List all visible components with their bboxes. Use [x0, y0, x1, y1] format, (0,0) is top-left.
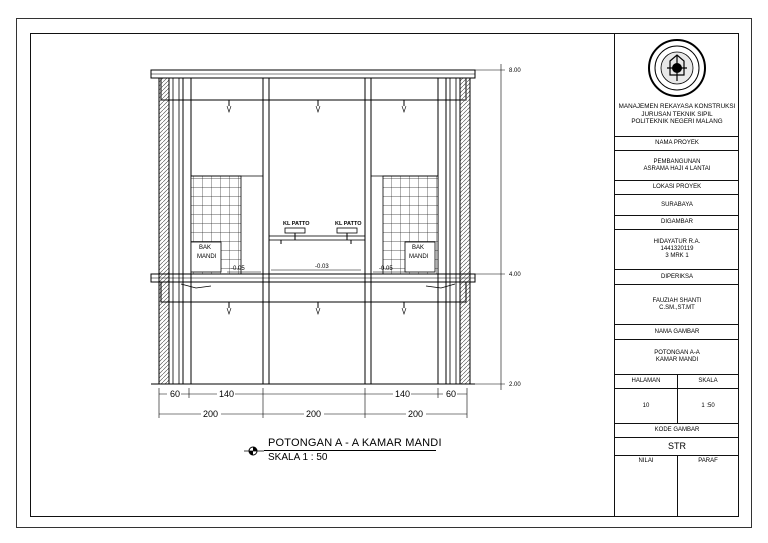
bak-label: MANDI — [409, 254, 429, 260]
nama-proyek-label: NAMA PROYEK — [655, 140, 699, 146]
bak-label: MANDI — [197, 254, 217, 260]
institution-block — [615, 103, 739, 126]
digambar-line: 3 MRK 1 — [665, 253, 689, 259]
halaman-label: HALAMAN — [631, 378, 661, 384]
elevation-label: -0.05 — [231, 266, 245, 272]
digambar-label-row — [615, 215, 739, 229]
polinema-logo-icon — [615, 33, 739, 103]
lokasi-value: SURABAYA — [661, 201, 693, 208]
institution-line: JURUSAN TEKNIK SIPIL — [641, 110, 713, 118]
bak-mandi-left — [191, 242, 221, 272]
dimension-label: 200 — [408, 409, 424, 419]
kode-value: STR — [668, 441, 686, 451]
nama-gambar-label: NAMA GAMBAR — [654, 328, 700, 335]
diperiksa-label: DIPERIKSA — [660, 273, 693, 280]
bak-label: BAK — [412, 245, 425, 251]
dimension-label: 140 — [395, 389, 411, 399]
level-label: 8.00 — [509, 68, 521, 74]
split-line — [677, 455, 678, 517]
caption-underline — [264, 450, 436, 451]
dimension-label: 60 — [170, 389, 181, 399]
diperiksa-row — [615, 284, 739, 324]
elevation-label: -0.05 — [379, 266, 393, 272]
kode-label-row — [615, 423, 739, 437]
elevation-label: -0.03 — [315, 264, 329, 270]
skala-label: SKALA — [698, 378, 718, 384]
nama-gambar-row — [615, 339, 739, 374]
bak-mandi-right — [405, 242, 435, 272]
top-slab — [151, 70, 475, 100]
institution-line: POLITEKNIK NEGERI MALANG — [631, 118, 723, 125]
lokasi-label-row — [615, 180, 739, 194]
logo-area — [615, 33, 739, 136]
fixtures — [269, 221, 365, 244]
lokasi-label: LOKASI PROYEK — [652, 184, 702, 190]
nama-proyek-label-row — [615, 136, 739, 150]
title-block — [614, 33, 739, 517]
nama-proyek-row — [615, 150, 739, 180]
paraf-label: PARAF — [698, 458, 718, 464]
nama-gambar-line: KAMAR MANDI — [655, 357, 699, 363]
nama-proyek-line: PEMBANGUNAN — [653, 158, 701, 165]
dimension-label: 200 — [306, 409, 322, 419]
dimension-label: 140 — [219, 389, 235, 399]
middle-slab — [151, 274, 475, 314]
digambar-label: DIGAMBAR — [660, 219, 693, 225]
dimension-label: 60 — [446, 389, 457, 399]
elevation-marks — [227, 264, 407, 272]
digambar-line: 1441320119 — [660, 246, 694, 252]
split-line — [677, 374, 678, 423]
drawing-caption-scale: SKALA 1 : 50 — [268, 452, 328, 463]
level-label: 4.00 — [509, 272, 521, 278]
section-symbol-icon — [244, 443, 264, 459]
diperiksa-label-row — [615, 269, 739, 284]
bak-label: BAK — [199, 245, 212, 251]
dimension-label: 200 — [203, 409, 219, 419]
kode-label: KODE GAMBAR — [654, 427, 700, 433]
lokasi-row — [615, 194, 739, 215]
institution-line: MANAJEMEN REKAYASA KONSTRUKSI — [618, 103, 736, 110]
drawing-caption-title: POTONGAN A - A KAMAR MANDI — [268, 437, 442, 449]
dimension-lines — [159, 388, 467, 419]
diperiksa-line: C.SM.,ST.MT — [659, 304, 695, 311]
level-markers — [475, 64, 521, 390]
skala-value: 1 :50 — [701, 402, 715, 409]
digambar-row — [615, 229, 739, 269]
digambar-line: HIDAYATUR R.A. — [653, 239, 701, 245]
nama-proyek-line: ASRAMA HAJI 4 LANTAI — [643, 165, 711, 172]
kode-row — [615, 437, 739, 455]
diperiksa-line: FAUZIAH SHANTI — [652, 297, 702, 304]
nama-gambar-label-row — [615, 324, 739, 339]
nama-gambar-line: POTONGAN A-A — [654, 350, 700, 356]
fixture-label: KL PATTO — [283, 221, 310, 227]
fixture-label: KL PATTO — [335, 221, 362, 227]
upper-beams — [191, 78, 438, 112]
level-label: 2.00 — [509, 382, 521, 388]
nilai-label: NILAI — [638, 458, 654, 464]
halaman-value: 10 — [642, 402, 650, 409]
